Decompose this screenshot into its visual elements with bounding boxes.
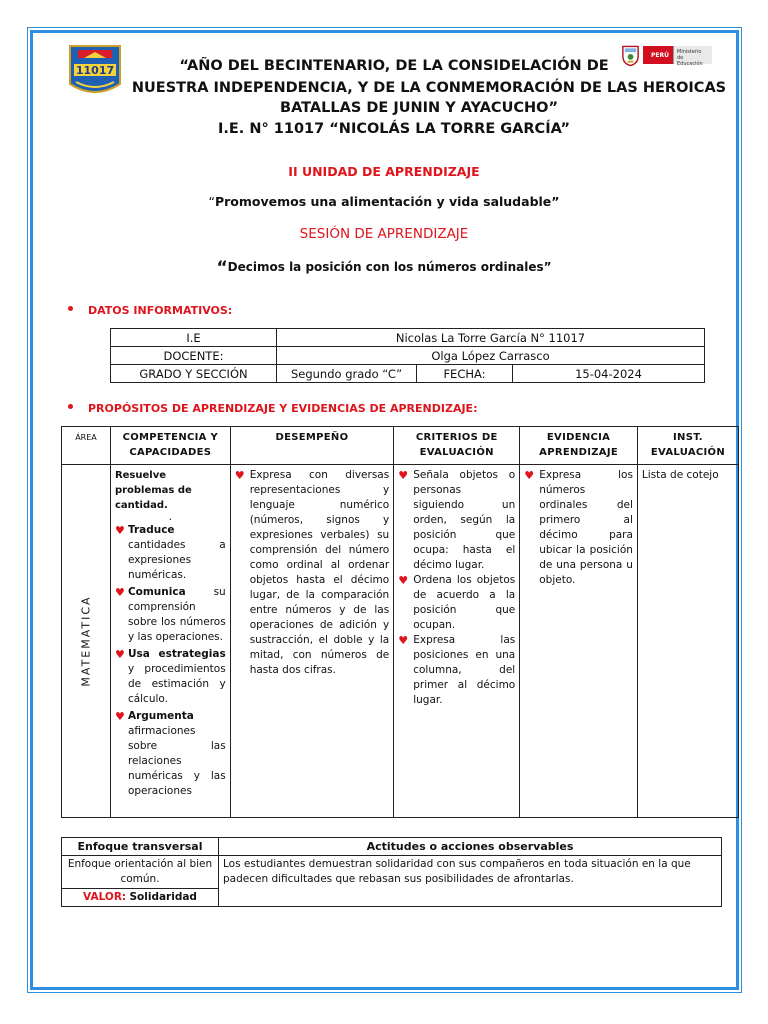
capacidad-bold: Usa estrategias [127,648,226,661]
unit-theme-open-quote: “ [208,194,215,209]
session-theme-text: Decimos la posición con los números ordinales” [227,260,552,274]
unit-theme-text: Promovemos una alimentación y vida saludable” [214,194,560,209]
unit-theme [0,194,768,209]
competencia-title: Resuelve problemas de cantidad. [114,470,192,512]
capacidad-text [128,585,226,645]
school-name: I.E. N° 11017 “NICOLÁS LA TORRE GARCÍA” [217,121,571,137]
section-propositos-label: PROPÓSITOS DE APRENDIZAJE Y EVIDENCIAS DE APRENDIZAJE: [88,402,478,415]
capacidad-rest: y procedimientos de estimación y cálculo. [127,663,226,706]
unit-title: II UNIDAD DE APRENDIZAJE [288,164,480,179]
capacidad-text [128,523,226,583]
enfoque-actitudes: Los estudiantes demuestran solidaridad con sus compañeros en toda situación en la que padecen dificultades que rebasan sus posibilidades de afrontarlas. [219,856,722,907]
bullet-dot-icon [68,404,73,409]
criterio-item [398,633,515,708]
header-area: ÁREA [62,427,111,465]
docente-label: DOCENTE: [111,347,277,365]
desempeno-text: Expresa con diversas representaciones y lenguaje numérico (números, signos y expresiones verbales) su comprensión del número como ordinal al ordenar objetos hasta el décimo lugar, de la comparación entre números y de las operaciones de adición y sustracción, el doble y la mitad, con números de hasta dos cifras. [249,469,390,677]
ie-value: Nicolas La Torre García N° 11017 [277,329,705,347]
enfoque-row [62,856,722,889]
capacidad-text [128,709,226,799]
instrumento-cell [637,465,738,818]
info-row-ie [111,329,705,347]
competencia-dot: . [168,511,172,524]
desempeno-cell [230,465,394,818]
ie-label: I.E [111,329,277,347]
header-evidencia: EVIDENCIA APRENDIZAJE [520,427,638,465]
valor-value: Solidaridad [129,891,197,903]
section-datos-label: DATOS INFORMATIVOS: [88,304,233,317]
capacidad-item [115,709,226,799]
peru-label: PERÚ [643,46,673,64]
evidencia-cell [520,465,638,818]
fecha-value: 15-04-2024 [513,365,705,383]
enfoque-name: Enfoque orientación al bien común. [62,856,219,889]
heart-bullet-icon: ♥ [398,469,409,483]
enfoque-header-right: Actitudes o acciones observables [219,838,722,856]
school-logo-number: 11017 [75,64,115,77]
area-name: MATEMATICA [79,595,93,687]
section-datos-informativos [88,304,232,317]
header-line-3: BATALLAS DE JUNIN Y AYACUCHO” [280,100,558,116]
evidencia-text: Expresa los números ordinales del primero al décimo para ubicar la posición de una persona u objeto. [539,469,633,587]
criterio-text: Señala objetos o personas siguiendo un orden, según la posición que ocupa: hasta el décimo lugar. [413,469,516,572]
grado-label: GRADO Y SECCIÓN [111,365,277,383]
propositos-table [61,426,739,818]
criterio-text: Expresa las posiciones en una columna, del primer al décimo lugar. [413,634,516,707]
competencia-cell [110,465,230,818]
area-cell [62,465,111,818]
valor-label: VALOR: [83,891,127,903]
header-line-1: “AÑO DEL BECINTENARIO, DE LA CONSIDELACIÓN DE [179,58,609,74]
propositos-header-row [62,427,739,465]
session-theme [0,258,768,278]
heart-bullet-icon: ♥ [398,574,409,588]
capacidad-item [115,647,226,707]
info-row-docente [111,347,705,365]
grado-value: Segundo grado “C” [277,365,417,383]
valor-cell [62,889,219,907]
docente-value: Olga López Carrasco [277,347,705,365]
capacidad-item [115,585,226,645]
capacidad-rest: cantidades a expresiones numéricas. [127,539,226,582]
heart-bullet-icon: ♥ [114,524,125,538]
capacidad-rest: su comprensión sobre los números y las operaciones. [127,586,226,644]
header-criterios: CRITERIOS DE EVALUACIÓN [394,427,520,465]
header-instrumento: INST. EVALUACIÓN [637,427,738,465]
capacidad-text [128,647,226,707]
enfoque-table [61,837,722,907]
info-row-grado [111,365,705,383]
instrumento-text: Lista de cotejo [641,469,719,482]
heart-bullet-icon: ♥ [398,634,409,648]
heart-bullet-icon: ♥ [114,648,125,662]
criterios-cell [394,465,520,818]
enfoque-header-left: Enfoque transversal [62,838,219,856]
ministerio-line1: Ministerio [677,49,702,55]
criterio-text: Ordena los objetos de acuerdo a la posición que ocupan. [413,574,516,632]
heart-bullet-icon: ♥ [114,710,125,724]
heart-bullet-icon: ♥ [114,586,125,600]
session-title: SESIÓN DE APRENDIZAJE [299,226,469,242]
heart-bullet-icon: ♥ [234,469,245,483]
enfoque-header-row [62,838,722,856]
propositos-row [62,465,739,818]
criterio-item [398,468,515,573]
session-theme-open-quote: “ [216,258,228,278]
header-line-2: NUESTRA INDEPENDENCIA, Y DE LA CONMEMORACIÓN DE LAS HEROICAS [131,80,727,96]
info-table [110,328,705,383]
capacidad-bold: Comunica [127,586,186,599]
header-desempeno: DESEMPEÑO [230,427,394,465]
ministerio-line2: de Educación [677,55,703,67]
fecha-label: FECHA: [417,365,513,383]
bullet-dot-icon [68,306,73,311]
capacidad-rest: afirmaciones sobre las relaciones numéricas y las operaciones [127,725,226,798]
header-competencia: COMPETENCIA Y CAPACIDADES [110,427,230,465]
section-propositos [88,402,477,415]
capacidad-item [115,523,226,583]
criterio-item [398,573,515,633]
evidencia-item [524,468,633,588]
capacidad-bold: Argumenta [127,710,194,723]
capacidad-bold: Traduce [127,524,175,537]
heart-bullet-icon: ♥ [524,469,535,483]
desempeno-item [235,468,390,678]
